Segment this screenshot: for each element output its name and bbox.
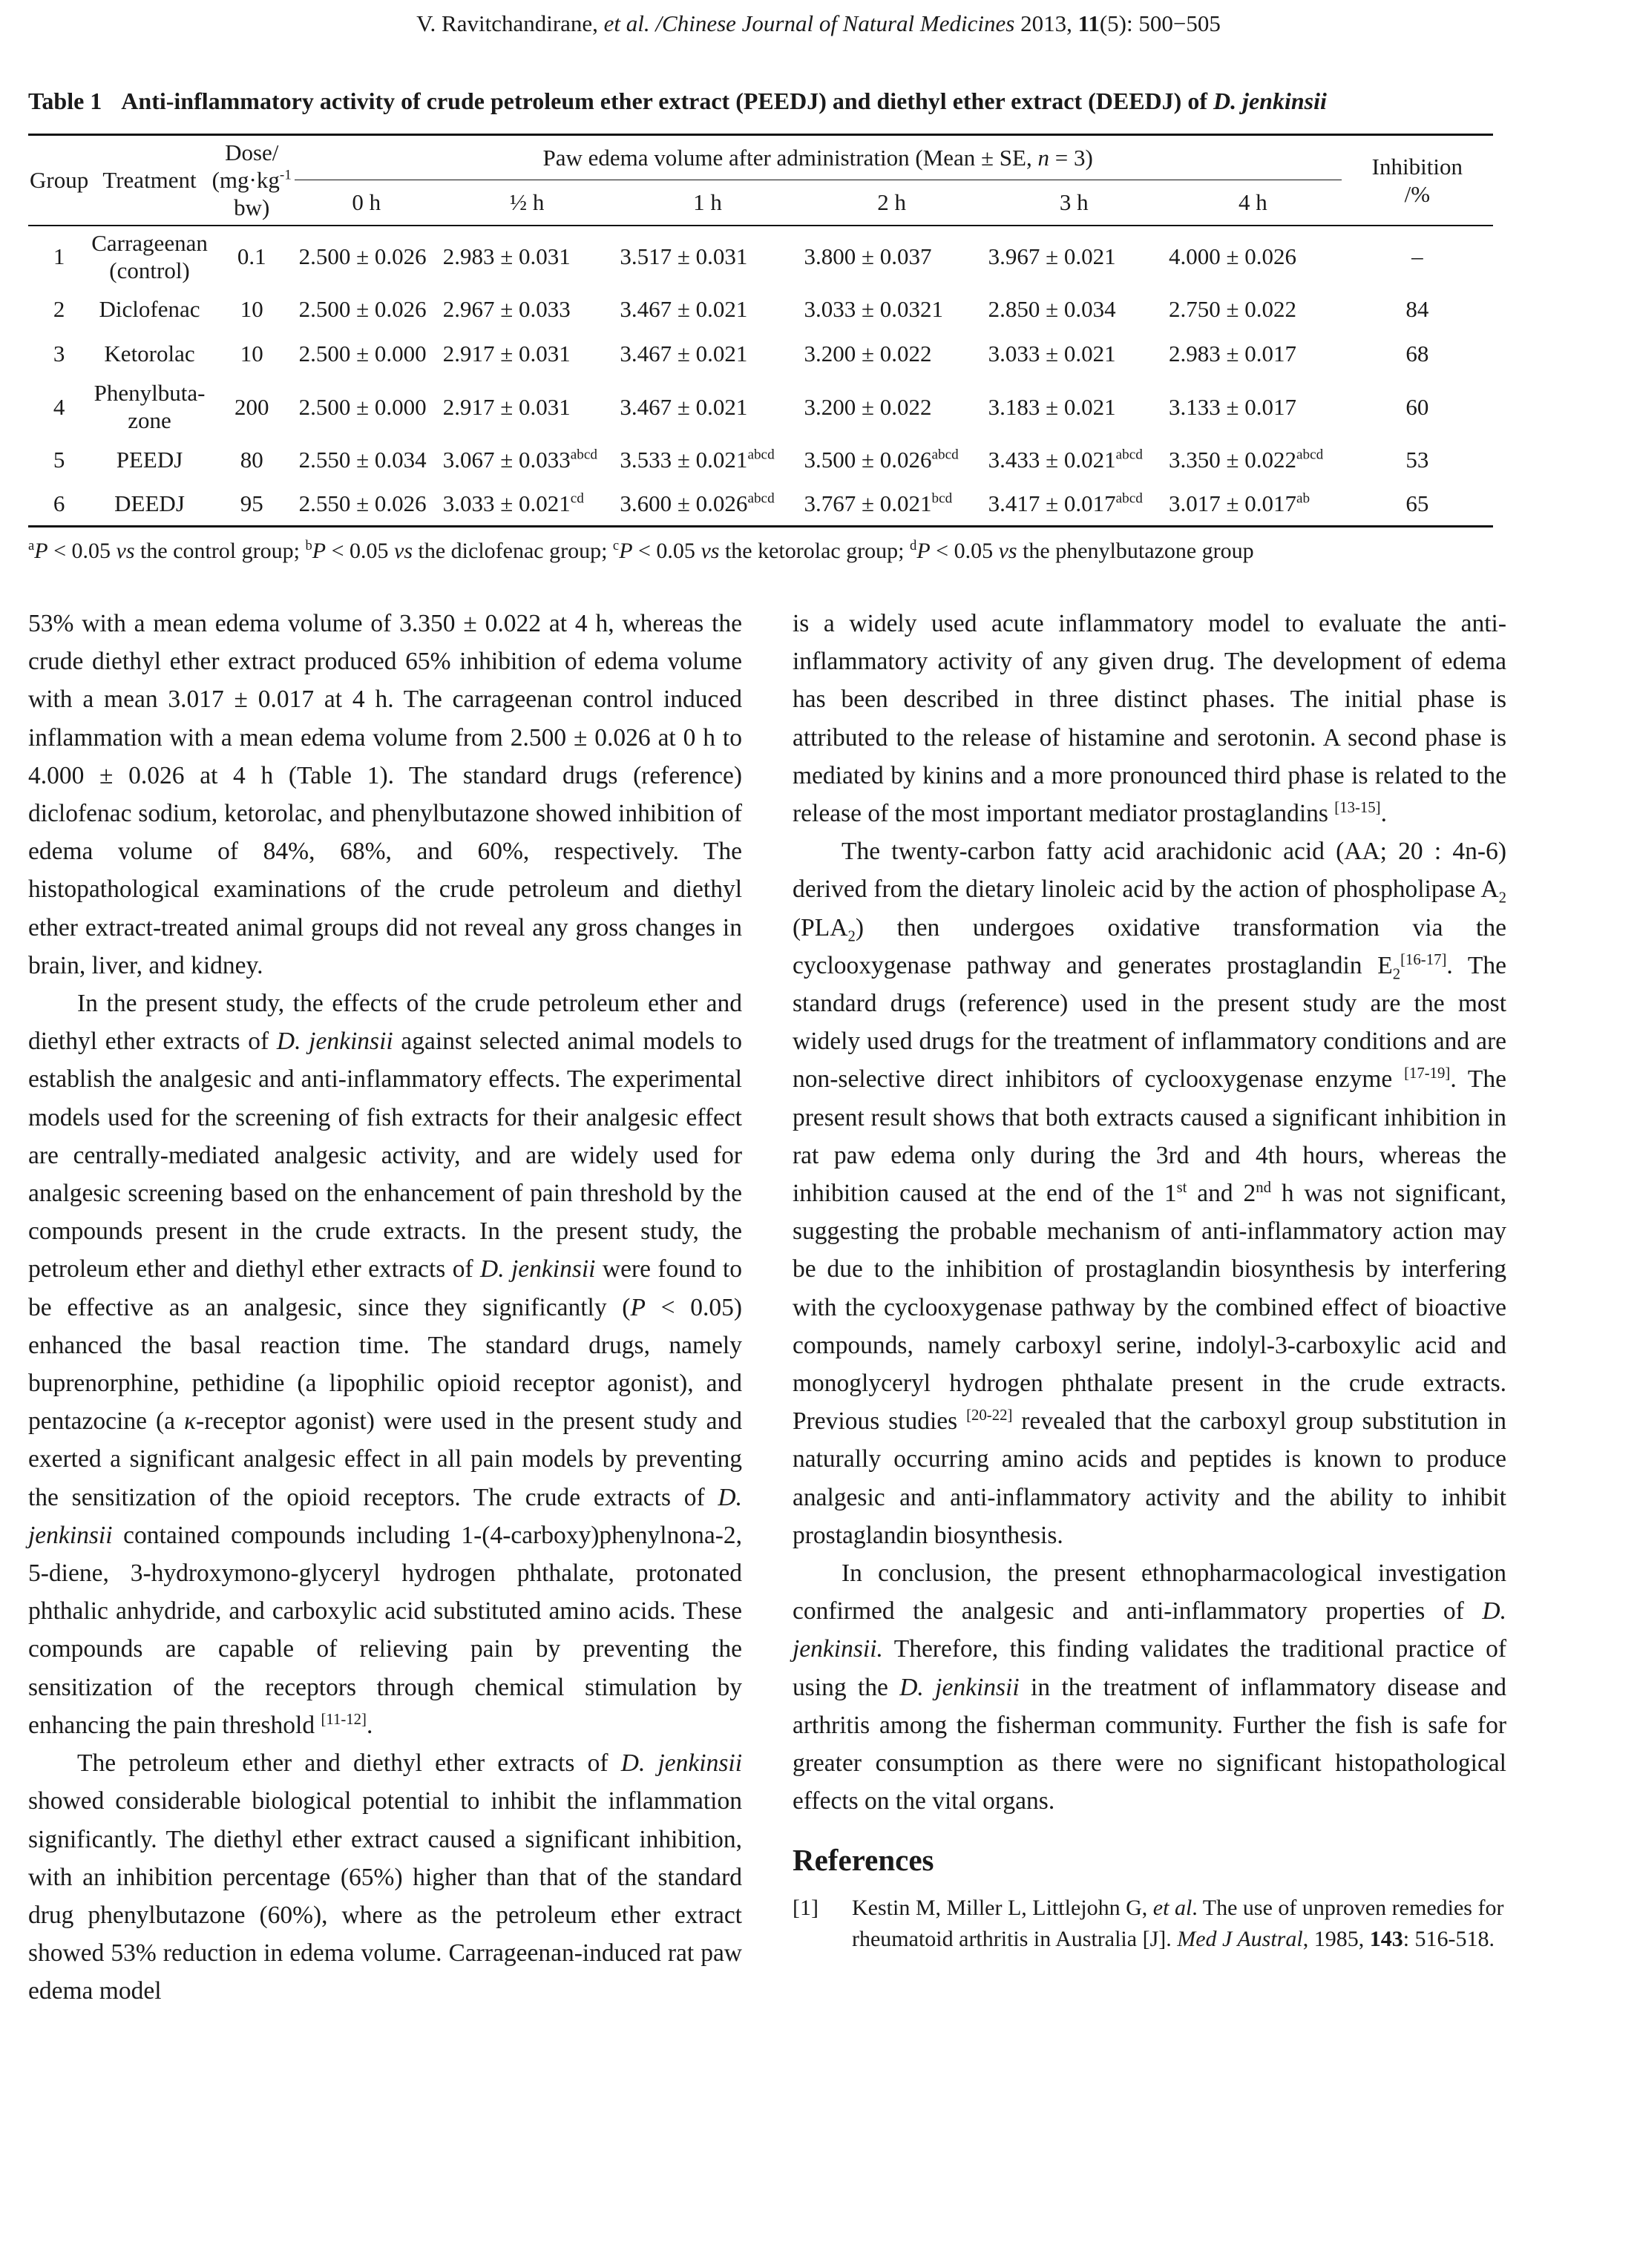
cell-edema-volume: 3.467 ± 0.021 xyxy=(620,296,748,323)
header-group: Group xyxy=(28,135,90,226)
citation: [13-15] xyxy=(1334,798,1381,816)
cell-edema-volume: 3.200 ± 0.022 xyxy=(804,393,932,420)
header-time: 2 h xyxy=(800,180,984,226)
header-paw-edema: Paw edema volume after administration (Mean ± SE, n = 3) xyxy=(295,135,1342,180)
left-column xyxy=(28,605,742,2011)
significance-mark: abcd xyxy=(1296,447,1324,463)
table-row xyxy=(28,481,1493,526)
results-table xyxy=(28,134,1493,527)
cell-edema-volume: $3.350 \pm 0.022^{abcd}$ xyxy=(1168,446,1324,473)
paragraph: 53% with a mean edema volume of 3.350 ± 0.022 at 4 h, whereas the crude diethyl ether extract produced 65% inhibition of edema volume with a mean 3.017 ± 0.017 at 4 h. The carrageenan control induced inflammation with a mean edema volume from 2.500 ± 0.026 at 0 h to 4.000 ± 0.026 at 4 h (Table 1). The standard drugs (reference) diclofenac sodium, ketorolac, and phenylbutazone showed inhibition of edema volume of 84%, 68%, and 60%, respectively. The histopathological examinations of the crude petroleum and diethyl ether extract-treated animal groups did not reveal any gross changes in brain, liver, and kidney. xyxy=(28,610,742,979)
cell-edema-volume: 2.500 ± 0.026 xyxy=(298,296,427,323)
reference-number: [1] xyxy=(793,1895,818,1920)
cell-treatment: PEEDJ xyxy=(116,446,183,473)
cell-edema-volume: 2.550 ± 0.026 xyxy=(295,481,439,526)
cell-inhibition: – xyxy=(1411,243,1423,270)
cell-edema-volume: 2.500 ± 0.000 xyxy=(298,393,427,420)
cell-dose: 10 xyxy=(240,296,263,323)
cell-edema-volume: 2.500 ± 0.000 xyxy=(298,341,427,367)
cell-edema-volume: 3.517 ± 0.031 xyxy=(620,243,748,270)
table-caption: Table 1 Anti-inflammatory activity of crude petroleum ether extract (PEEDJ) and diethyl ether extract (DEEDJ) of D. jenkinsii xyxy=(28,88,1327,114)
cell-dose: 10 xyxy=(240,341,263,367)
significance-mark: abcd xyxy=(931,447,959,463)
running-head: V. Ravitchandirane, et al. /Chinese Journal of Natural Medicines 2013, 11(5): 500−505 xyxy=(416,10,1221,36)
cell-edema-volume: 4.000 ± 0.026 xyxy=(1168,243,1296,270)
significance-mark: abcd xyxy=(747,490,775,507)
paragraph: In conclusion, the present ethnopharmacological investigation confirmed the analgesic and anti-inflammatory properties of D. jenkinsii. Therefore, this finding validates the traditional practice of using the D. jenkinsii in the treatment of inflammatory disease and arthritis among the fisherman community. Further the fish is safe for greater consumption as there were no significant histopathological effects on the vital organs. xyxy=(793,1559,1506,1815)
cell-group: 4 xyxy=(53,393,65,420)
cell-edema-volume: 3.033 ± 0.021$^{cd}$ xyxy=(439,481,616,526)
cell-treatment: Diclofenac xyxy=(99,296,200,323)
citation: [11-12] xyxy=(321,1710,367,1728)
cell-edema-volume: 2.850 ± 0.034 xyxy=(988,296,1116,323)
cell-edema-volume: 3.033 ± 0.0321 xyxy=(804,296,944,323)
cell-group: 6 xyxy=(28,481,90,526)
cell-inhibition: 53 xyxy=(1405,446,1429,473)
citation: [16-17] xyxy=(1400,950,1447,968)
cell-group: 3 xyxy=(53,341,65,367)
header-time: 0 h xyxy=(295,180,439,226)
cell-inhibition: 68 xyxy=(1405,341,1429,367)
cell-edema-volume: $3.417 \pm 0.017^{abcd}$ xyxy=(984,481,1164,526)
cell-edema-volume: 2.750 ± 0.022 xyxy=(1168,296,1296,323)
reference-text: Kestin M, Miller L, Littlejohn G, et al. The use of unproven remedies for rheumatoid arthritis in Australia [J]. Med J Austral, 1985, 143: 516-518. xyxy=(852,1895,1504,1951)
significance-mark: cd xyxy=(570,490,584,507)
cell-edema-volume: 2.967 ± 0.033 xyxy=(442,296,571,323)
significance-mark: abcd xyxy=(570,447,598,463)
header-inhibition: Inhibition /% xyxy=(1342,135,1493,226)
cell-treatment: Phenylbuta-zone xyxy=(94,379,206,434)
cell-treatment: Ketorolac xyxy=(104,341,195,367)
cell-edema-volume: 3.800 ± 0.037 xyxy=(804,243,932,270)
table-row xyxy=(28,226,1493,287)
citation: [17-19] xyxy=(1404,1065,1451,1082)
table-row xyxy=(28,287,1493,332)
header-time: 4 h xyxy=(1164,180,1342,226)
cell-inhibition: 84 xyxy=(1405,296,1429,323)
cell-edema-volume: 2.550 ± 0.034 xyxy=(298,446,427,473)
cell-edema-volume: 3.133 ± 0.017 xyxy=(1168,393,1296,420)
table-row xyxy=(28,437,1493,481)
paragraph: is a widely used acute inflammatory model to evaluate the anti-inflammatory activity of any given drug. The development of edema has been described in three distinct phases. The initial phase is attributed to the release of histamine and serotonin. A second phase is mediated by kinins and a more pronounced third phase is related to the release of the most important mediator prostaglandins [13-15]. xyxy=(793,610,1506,828)
cell-inhibition: 65 xyxy=(1342,481,1493,526)
cell-dose: 95 xyxy=(209,481,295,526)
cell-edema-volume: 3.467 ± 0.021 xyxy=(620,393,748,420)
table-row xyxy=(28,376,1493,437)
cell-edema-volume: 2.917 ± 0.031 xyxy=(442,393,571,420)
cell-group: 2 xyxy=(53,296,65,323)
cell-group: 1 xyxy=(53,243,65,270)
paragraph: The twenty-carbon fatty acid arachidonic acid (AA; 20 : 4n-6) derived from the dietary linoleic acid by the action of phospholipase $A_2$ $(PLA_2)$ then undergoes oxidative transformation via the cyclooxygenase pathway and generates prostaglandin $E_2[16-17]$. The standard drugs (reference) used in the present study are the most widely used drugs for the treatment of inflammatory conditions and are non-selective direct inhibitors of cyclooxygenase enzyme [17-19]. The present result shows that both extracts caused a significant inhibition in rat paw edema only during the 3rd and 4th hours, whereas the inhibition caused at the end of the 1st and 2nd h was not significant, suggesting the probable mechanism of anti-inflammatory action may be due to the inhibition of prostaglandin biosynthesis by interfering with the cyclooxygenase pathway by the combined effect of bioactive compounds, namely carboxyl serine, indolyl-3-carboxylic acid and monoglyceryl hydrogen phthalate present in the crude extracts. Previous studies [20-22] revealed that the carboxyl group substitution in naturally occurring amino acids and peptides is known to produce analgesic and anti-inflammatory activity and the ability to inhibit prostaglandin biosynthesis. xyxy=(793,838,1506,1549)
significance-mark: ab xyxy=(1296,490,1310,507)
cell-treatment: Carrageenan (control) xyxy=(91,229,208,283)
paragraph: The petroleum ether and diethyl ether extracts of D. jenkinsii showed considerable biological potential to inhibit the inflammation significantly. The diethyl ether extract caused a significant inhibition, with an inhibition percentage (65%) higher than that of the standard drug phenylbutazone (60%), where as the petroleum ether extract showed 53% reduction in edema volume. Carrageenan-induced rat paw edema model xyxy=(28,1749,743,2005)
references-heading: References xyxy=(793,1842,934,1877)
cell-edema-volume: $3.600 \pm 0.026^{abcd}$ xyxy=(615,481,799,526)
cell-group: 5 xyxy=(53,446,65,473)
significance-mark: bcd xyxy=(931,490,953,507)
header-treatment: Treatment xyxy=(90,135,209,226)
cell-edema-volume: 2.983 ± 0.031 xyxy=(442,243,571,270)
right-column xyxy=(793,605,1506,1955)
cell-edema-volume: $3.067 \pm 0.033^{abcd}$ xyxy=(442,446,598,473)
cell-dose: 0.1 xyxy=(237,243,266,270)
cell-edema-volume: 2.983 ± 0.017 xyxy=(1168,341,1296,367)
cell-dose: 200 xyxy=(234,393,269,420)
reference-item xyxy=(793,1893,1506,1955)
cell-edema-volume: 3.767 ± 0.021$^{bcd}$ xyxy=(800,481,984,526)
header-time: 1 h xyxy=(615,180,799,226)
header-time: ½ h xyxy=(439,180,616,226)
cell-edema-volume: $3.433 \pm 0.021^{abcd}$ xyxy=(988,446,1143,473)
cell-edema-volume: 3.017 ± 0.017$^{ab}$ xyxy=(1164,481,1342,526)
citation: [20-22] xyxy=(966,1407,1013,1424)
cell-edema-volume: $3.500 \pm 0.026^{abcd}$ xyxy=(804,446,959,473)
cell-edema-volume: 3.200 ± 0.022 xyxy=(804,341,932,367)
cell-edema-volume: $3.533 \pm 0.021^{abcd}$ xyxy=(620,446,775,473)
cell-edema-volume: 3.183 ± 0.021 xyxy=(988,393,1116,420)
significance-mark: abcd xyxy=(1115,490,1143,507)
cell-edema-volume: 2.917 ± 0.031 xyxy=(442,341,571,367)
cell-inhibition: 60 xyxy=(1405,393,1429,420)
cell-edema-volume: 2.500 ± 0.026 xyxy=(298,243,427,270)
header-dose: Dose/ ($mg\cdot kg^{-1}$ bw) xyxy=(209,135,295,226)
significance-mark: abcd xyxy=(1115,447,1143,463)
cell-dose: 80 xyxy=(240,446,263,473)
table-footnote: $^a$P < 0.05 vs the control group; $^b$P < 0.05 vs the diclofenac group; $^c$P < 0.05 vs the ketorolac group; $^d$P < 0.05 vs the phenylbutazone group xyxy=(28,538,1254,563)
table-row xyxy=(28,332,1493,376)
cell-edema-volume: 3.033 ± 0.021 xyxy=(988,341,1116,367)
header-time: 3 h xyxy=(984,180,1164,226)
table-label: Table 1 xyxy=(28,88,102,114)
paragraph: In the present study, the effects of the crude petroleum ether and diethyl ether extracts of D. jenkinsii against selected animal models to establish the analgesic and anti-inflammatory effects. The experimental models used for the screening of fish extracts for their analgesic effect are centrally-mediated analgesic activity, and are widely used for analgesic screening based on the enhancement of pain threshold by the compounds present in the crude extracts. In the present study, the petroleum ether and diethyl ether extracts of D. jenkinsii were found to be effective as an analgesic, since they significantly (P < 0.05) enhanced the basal reaction time. The standard drugs, namely buprenorphine, pethidine (a lipophilic opioid receptor agonist), and pentazocine (a κ-receptor agonist) were used in the present study and exerted a significant analgesic effect in all pain models by preventing the sensitization of the opioid receptors. The crude extracts of D. jenkinsii contained compounds including 1-(4-carboxy)phenylnona-2, 5-diene, 3-hydroxymono-glyceryl hydrogen phthalate, protonated phthalic anhydride, and carboxylic acid substituted amino acids. These compounds are capable of relieving pain by preventing the sensitization of the receptors through chemical stimulation by enhancing the pain threshold [11-12]. xyxy=(28,990,743,1739)
cell-edema-volume: 3.967 ± 0.021 xyxy=(988,243,1116,270)
significance-mark: abcd xyxy=(747,447,775,463)
cell-treatment: DEEDJ xyxy=(90,481,209,526)
cell-edema-volume: 3.467 ± 0.021 xyxy=(620,341,748,367)
